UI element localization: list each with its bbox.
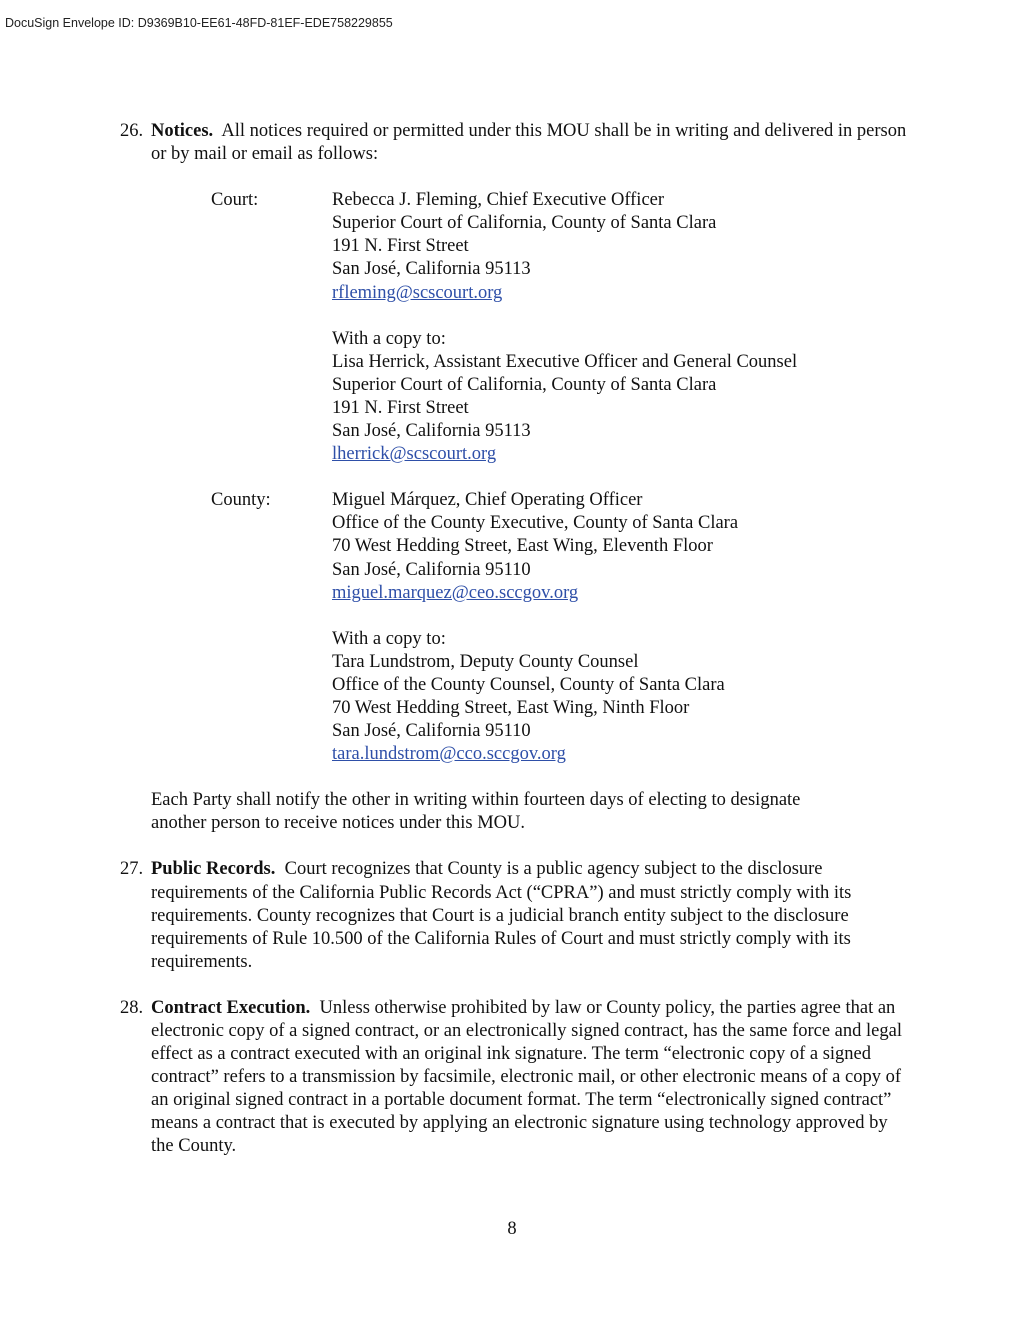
court-copy-block: [151, 328, 910, 467]
address-line: Superior Court of California, County of Santa Clara: [332, 213, 717, 234]
address-line: Office of the County Executive, County of Santa Clara: [332, 513, 739, 534]
email-link[interactable]: lherrick@scscourt.org: [332, 444, 497, 465]
docusign-envelope-id: DocuSign Envelope ID: D9369B10-EE61-48FD-81EF-EDE758229855: [5, 16, 393, 30]
address-line: San José, California 95113: [332, 259, 531, 280]
address-line: Superior Court of California, County of Santa Clara: [332, 374, 717, 395]
section-number: 26.: [120, 121, 144, 141]
section-intro: [151, 120, 910, 166]
court-label: Court:: [211, 190, 259, 211]
section-number: 28.: [120, 997, 144, 1018]
address-line: San José, California 95110: [332, 721, 531, 742]
email-link[interactable]: tara.lundstrom@cco.sccgov.org: [332, 744, 566, 765]
section-title: Contract Execution.: [151, 997, 311, 1018]
email-link[interactable]: miguel.marquez@ceo.sccgov.org: [332, 582, 579, 603]
copy-heading: With a copy to:: [332, 628, 446, 649]
address-line: Office of the County Counsel, County of Santa Clara: [332, 674, 725, 695]
court-address-block: [151, 189, 910, 304]
notices-closing-line: another person to receive notices under this MOU.: [151, 813, 526, 834]
section-number: 27.: [120, 859, 144, 880]
address-line: 191 N. First Street: [332, 236, 469, 257]
email-link[interactable]: rfleming@scscourt.org: [332, 282, 503, 303]
notices-intro-text: All notices required or permitted under this MOU shall be in writing and delivered in person or by mail or email as follows:: [151, 121, 907, 165]
section-notices: [120, 120, 910, 835]
document-body: [120, 120, 910, 1159]
address-line: 70 West Hedding Street, East Wing, Eleventh Floor: [332, 536, 713, 557]
section-paragraph: [151, 858, 910, 973]
address-line: 191 N. First Street: [332, 397, 469, 418]
address-line: Miguel Márquez, Chief Operating Officer: [332, 490, 643, 511]
county-copy-block: [151, 628, 910, 767]
section-contract-execution: [120, 997, 910, 1159]
address-line: San José, California 95110: [332, 559, 531, 580]
notices-closing-line: Each Party shall notify the other in writing within fourteen days of electing to designate: [151, 790, 801, 811]
county-address-block: [151, 489, 910, 604]
address-line: Tara Lundstrom, Deputy County Counsel: [332, 651, 639, 672]
section-title: Public Records.: [151, 859, 276, 880]
section-public-records: [120, 858, 910, 973]
address-line: Rebecca J. Fleming, Chief Executive Officer: [332, 190, 665, 211]
address-line: San José, California 95113: [332, 421, 531, 442]
address-line: Lisa Herrick, Assistant Executive Officer and General Counsel: [332, 351, 798, 372]
section-title: Notices.: [151, 121, 214, 141]
county-label: County:: [211, 490, 271, 511]
copy-heading: With a copy to:: [332, 328, 446, 349]
section-text: Court recognizes that County is a public agency subject to the disclosure requirements of the California Public Records Act (“CPRA”) and must strictly comply with its requirements. County recognizes that Court is a judicial branch entity subject to the disclosure requirements of Rule 10.500 of the California Rules of Court and must strictly comply with its requirements.: [151, 859, 852, 972]
section-text: Unless otherwise prohibited by law or County policy, the parties agree that an electronic copy of a signed contract, or an electronically signed contract, has the same force and legal effect as a contract executed with an original ink signature. The term “electronic copy of a signed contract” refers to a transmission by facsimile, electronic mail, or other electronic means of a copy of an original signed contract in a portable document format. The term “electronically signed contract” means a contract that is executed by applying an electronic signature using technology approved by the County.: [151, 997, 902, 1157]
address-line: 70 West Hedding Street, East Wing, Ninth Floor: [332, 697, 690, 718]
section-paragraph: [151, 997, 910, 1159]
page-number: 8: [507, 1219, 517, 1239]
